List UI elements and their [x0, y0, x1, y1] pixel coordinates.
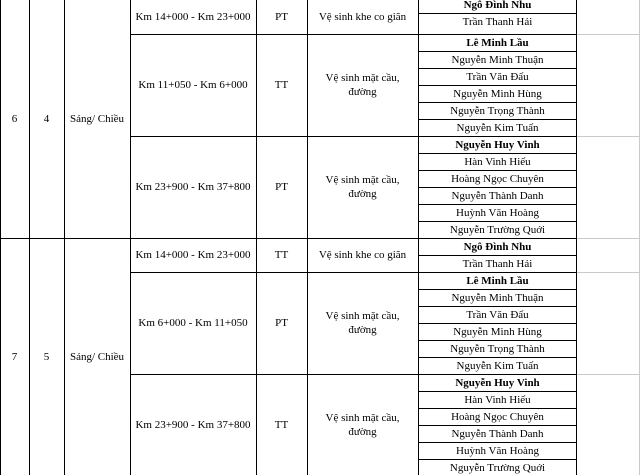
- type-cell: TT: [274, 249, 289, 261]
- km-range-cell: Km 23+900 - Km 37+800: [135, 181, 251, 193]
- week-number: 4: [43, 113, 50, 125]
- column-border: [576, 0, 577, 475]
- km-range-cell: Km 14+000 - Km 23+000: [135, 249, 251, 261]
- staff-name: Nguyễn Trọng Thành: [450, 343, 545, 355]
- staff-name: Nguyễn Trường Quới: [449, 224, 546, 236]
- block-border: [130, 136, 577, 137]
- staff-name: Nguyễn Thành Danh: [451, 428, 544, 440]
- staff-name: Trần Thanh Hải: [462, 258, 533, 270]
- column-border: [29, 0, 30, 475]
- staff-name: Nguyễn Minh Hùng: [453, 326, 542, 338]
- session-cell: Sáng/ Chiều: [69, 113, 125, 125]
- column-border: [130, 0, 131, 475]
- type-cell: TT: [274, 79, 289, 91]
- type-cell: PT: [275, 181, 288, 193]
- session-cell: Sáng/ Chiều: [69, 350, 125, 363]
- gridline: [576, 136, 639, 137]
- row-number: 7: [11, 350, 18, 363]
- staff-name: Ngô Đình Nhu: [463, 0, 532, 11]
- type-cell: PT: [275, 317, 288, 329]
- staff-name: Trần Văn Đấu: [466, 71, 529, 83]
- staff-name: Hoàng Ngọc Chuyên: [451, 411, 544, 423]
- km-range-cell: Km 23+900 - Km 37+800: [135, 418, 251, 431]
- gridline: [576, 272, 639, 273]
- staff-name: Nguyễn Thành Danh: [451, 190, 544, 202]
- staff-name: Nguyễn Huy Vinh: [455, 377, 540, 389]
- column-border: [256, 0, 257, 475]
- gridline: [576, 34, 639, 35]
- task-cell: Vệ sinh mặt cầu, đường: [325, 174, 400, 200]
- staff-name: Nguyễn Kim Tuấn: [456, 360, 539, 372]
- gridline: [576, 238, 639, 239]
- block-border: [130, 374, 577, 375]
- week-number: 5: [43, 350, 50, 363]
- column-border: [64, 0, 65, 475]
- staff-name: Nguyễn Huy Vinh: [455, 139, 540, 151]
- km-range-cell: Km 11+050 - Km 6+000: [138, 79, 248, 91]
- block-border: [130, 34, 577, 35]
- block-border: [0, 238, 577, 239]
- staff-name: Ngô Đình Nhu: [463, 241, 532, 253]
- staff-name: Huỳnh Văn Hoàng: [456, 207, 539, 219]
- row-number: 6: [11, 113, 18, 125]
- km-range-cell: Km 14+000 - Km 23+000: [135, 11, 251, 23]
- task-cell: Vệ sinh mặt cầu, đường: [325, 72, 400, 98]
- staff-name: Nguyễn Kim Tuấn: [456, 122, 539, 134]
- gridline: [576, 374, 639, 375]
- task-cell: Vệ sinh khe co giãn: [318, 249, 407, 261]
- staff-name: Hoàng Ngọc Chuyên: [451, 173, 544, 185]
- column-border: [0, 0, 1, 475]
- staff-name: Nguyễn Minh Thuận: [451, 292, 544, 304]
- type-cell: PT: [275, 11, 288, 23]
- km-range-cell: Km 6+000 - Km 11+050: [138, 317, 248, 329]
- staff-name: Hàn Vinh Hiếu: [464, 156, 531, 168]
- column-border: [307, 0, 308, 475]
- task-cell: Vệ sinh mặt cầu, đường: [325, 411, 400, 438]
- staff-name: Trần Văn Đấu: [466, 309, 529, 321]
- staff-name: Nguyễn Minh Thuận: [451, 54, 544, 66]
- staff-name: Nguyễn Trọng Thành: [450, 105, 545, 117]
- staff-name: Nguyễn Trường Quới: [449, 462, 546, 474]
- staff-name: Nguyễn Minh Hùng: [453, 88, 542, 100]
- staff-name: Lê Minh Lầu: [466, 37, 529, 49]
- staff-name: Trần Thanh Hải: [462, 16, 533, 28]
- type-cell: TT: [274, 418, 289, 431]
- staff-name: Huỳnh Văn Hoàng: [456, 445, 539, 457]
- task-cell: Vệ sinh khe co giãn: [318, 11, 407, 23]
- task-cell: Vệ sinh mặt cầu, đường: [325, 310, 400, 336]
- block-border: [130, 272, 577, 273]
- staff-name: Lê Minh Lầu: [466, 275, 529, 287]
- column-border: [418, 0, 419, 475]
- staff-name: Hàn Vinh Hiếu: [464, 394, 531, 406]
